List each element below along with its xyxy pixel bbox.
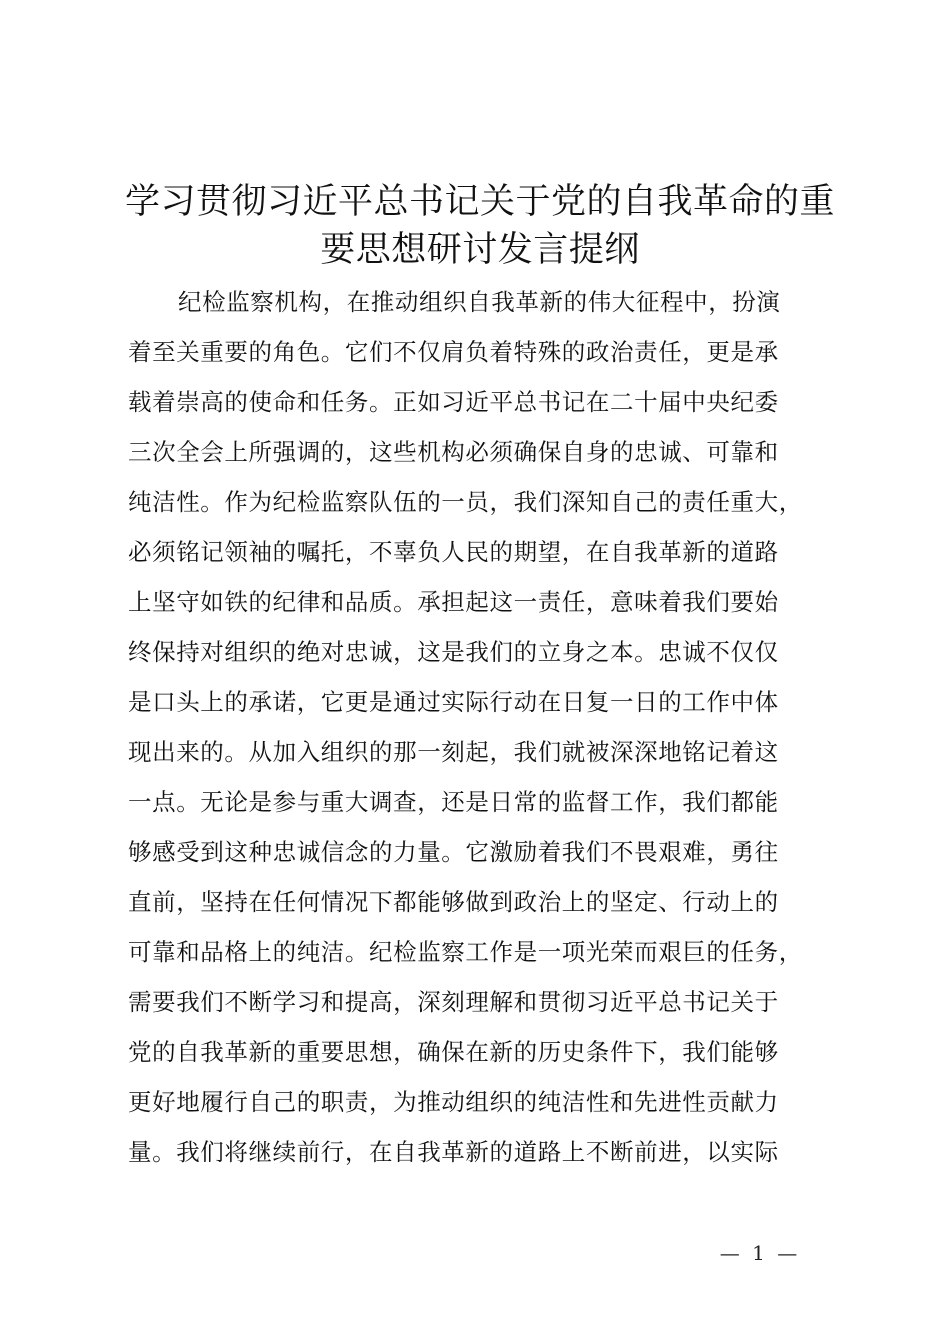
paragraph-line: 更好地履行自己的职责，为推动组织的纯洁性和先进性贡献力 [128, 1088, 779, 1116]
paragraph-line: 终保持对组织的绝对忠诚，这是我们的立身之本。忠诚不仅仅 [128, 638, 779, 666]
paragraph-line: 需要我们不断学习和提高，深刻理解和贯彻习近平总书记关于 [128, 988, 779, 1016]
paragraph-line: 三次全会上所强调的，这些机构必须确保自身的忠诚、可靠和 [128, 438, 779, 466]
paragraph-line: 党的自我革新的重要思想，确保在新的历史条件下，我们能够 [128, 1038, 779, 1066]
page-number: — 1 — [719, 1241, 801, 1265]
paragraph-line: 是口头上的承诺，它更是通过实际行动在日复一日的工作中体 [128, 688, 779, 716]
paragraph-line: 着至关重要的角色。它们不仅肩负着特殊的政治责任，更是承 [128, 338, 779, 366]
document-title-line-1: 学习贯彻习近平总书记关于党的自我革命的重 [124, 182, 835, 222]
paragraph-line: 纪检监察机构，在推动组织自我革新的伟大征程中，扮演 [178, 288, 781, 316]
paragraph-line: 直前，坚持在任何情况下都能够做到政治上的坚定、行动上的 [128, 888, 779, 916]
paragraph-line: 上坚守如铁的纪律和品质。承担起这一责任，意味着我们要始 [128, 588, 779, 616]
paragraph-line: 必须铭记领袖的嘱托，不辜负人民的期望，在自我革新的道路 [128, 538, 779, 566]
paragraph-line: 现出来的。从加入组织的那一刻起，我们就被深深地铭记着这 [128, 738, 779, 766]
paragraph-line: 载着崇高的使命和任务。正如习近平总书记在二十届中央纪委 [128, 388, 779, 416]
paragraph-line: 可靠和品格上的纯洁。纪检监察工作是一项光荣而艰巨的任务， [128, 938, 803, 966]
paragraph-line: 一点。无论是参与重大调查，还是日常的监督工作，我们都能 [128, 788, 779, 816]
paragraph-line: 够感受到这种忠诚信念的力量。它激励着我们不畏艰难，勇往 [128, 838, 779, 866]
document-title-line-2: 要思想研讨发言提纲 [320, 230, 640, 270]
paragraph-line: 量。我们将继续前行，在自我革新的道路上不断前进，以实际 [128, 1138, 779, 1166]
paragraph-line: 纯洁性。作为纪检监察队伍的一员，我们深知自己的责任重大， [128, 488, 803, 516]
